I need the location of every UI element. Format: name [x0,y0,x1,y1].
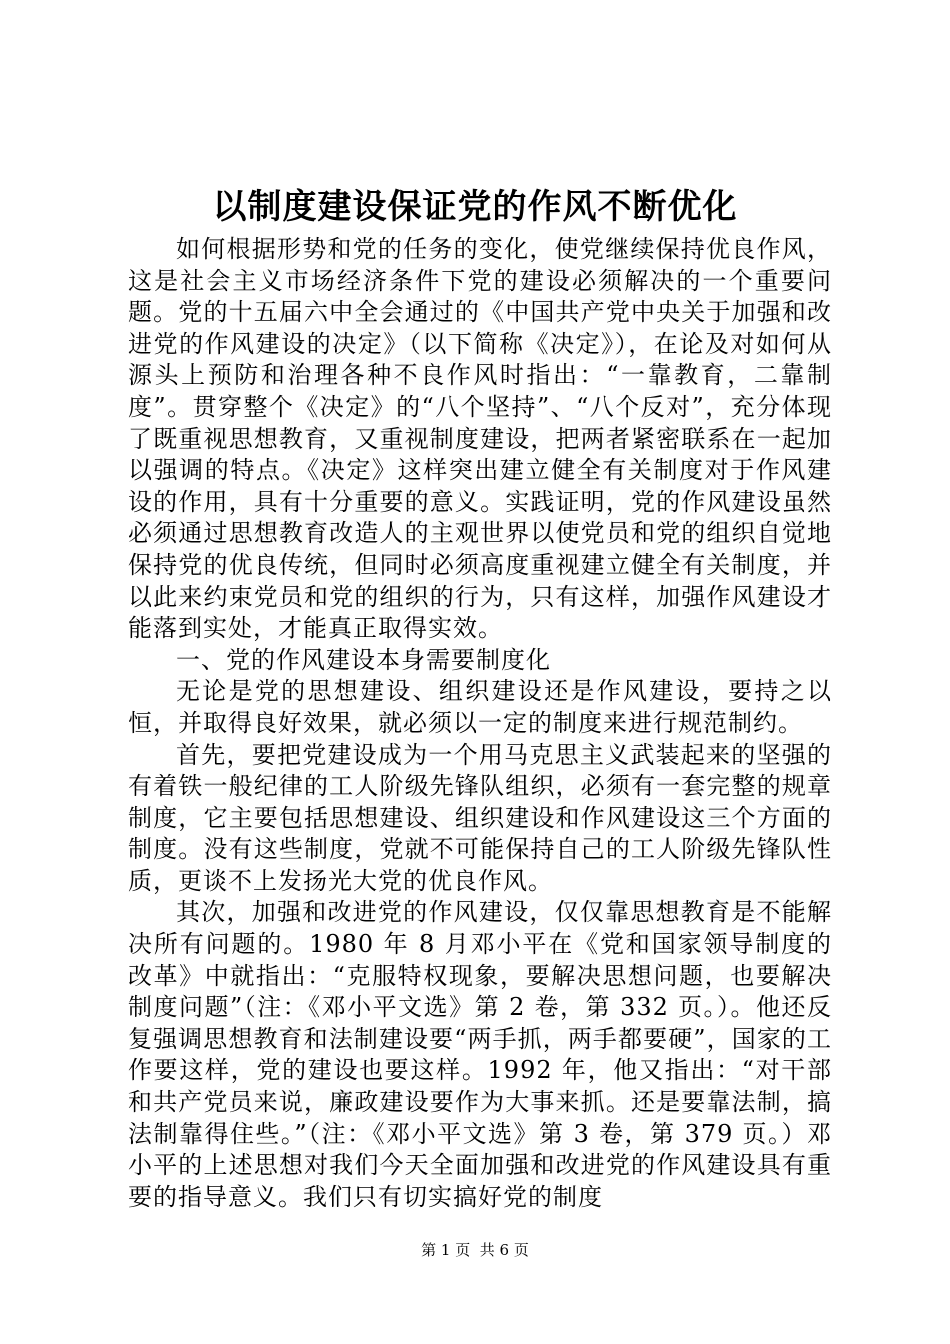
paragraph-second-point: 其次，加强和改进党的作风建设，仅仅靠思想教育是不能解决所有问题的。1980 年 8 月邓小平在《党和国家领导制度的改革》中就指出：“克服特权现象，要解决思想问题，也要解决制度问题”（注：《邓小平文选》第 2 卷，第 332 页。）。他还反复强调思想教育和法制建设要“两手抓，两手都要硬”，国家的工作要这样，党的建设也要这样。1992 年，他又指出：“对干部和共产党员来说，廉政建设要作为大事来抓。还是要靠法制，搞法制靠得住些。”（注：《邓小平文选》第 3 卷，第 379 页。）邓小平的上述思想对我们今天全面加强和改进党的作风建设具有重要的指导意义。我们只有切实搞好党的制度 [128,898,832,1211]
document-body [128,234,832,1213]
paragraph-first-point: 首先，要把党建设成为一个用马克思主义武装起来的坚强的有着铁一般纪律的工人阶级先锋队组织，必须有一套完整的规章制度，它主要包括思想建设、组织建设和作风建设这三个方面的制度。没有这些制度，党就不可能保持自己的工人阶级先锋队性质，更谈不上发扬光大党的优良作风。 [128,740,832,895]
page-footer: 第 1 页 共 6 页 [421,1241,529,1259]
section-heading-1: 一、党的作风建设本身需要制度化 [176,645,551,674]
paragraph-intro: 如何根据形势和党的任务的变化，使党继续保持优良作风，这是社会主义市场经济条件下党的建设必须解决的一个重要问题。党的十五届六中全会通过的《中国共产党中央关于加强和改进党的作风建设的决定》（以下简称《决定》），在论及对如何从源头上预防和治理各种不良作风时指出：“一靠教育，二靠制度”。贯穿整个《决定》的“八个坚持”、“八个反对”，充分体现了既重视思想教育，又重视制度建设，把两者紧密联系在一起加以强调的特点。《决定》这样突出建立健全有关制度对于作风建设的作用，具有十分重要的意义。实践证明，党的作风建设虽然必须通过思想教育改造人的主观世界以使党员和党的组织自觉地保持党的优良传统，但同时必须高度重视建立健全有关制度，并以此来约束党员和党的组织的行为，只有这样，加强作风建设才能落到实处，才能真正取得实效。 [128,235,832,643]
document-title: 以制度建设保证党的作风不断优化 [212,187,738,227]
paragraph-section-1-lead: 无论是党的思想建设、组织建设还是作风建设，要持之以恒，并取得良好效果，就必须以一定的制度来进行规范制约。 [128,677,832,737]
